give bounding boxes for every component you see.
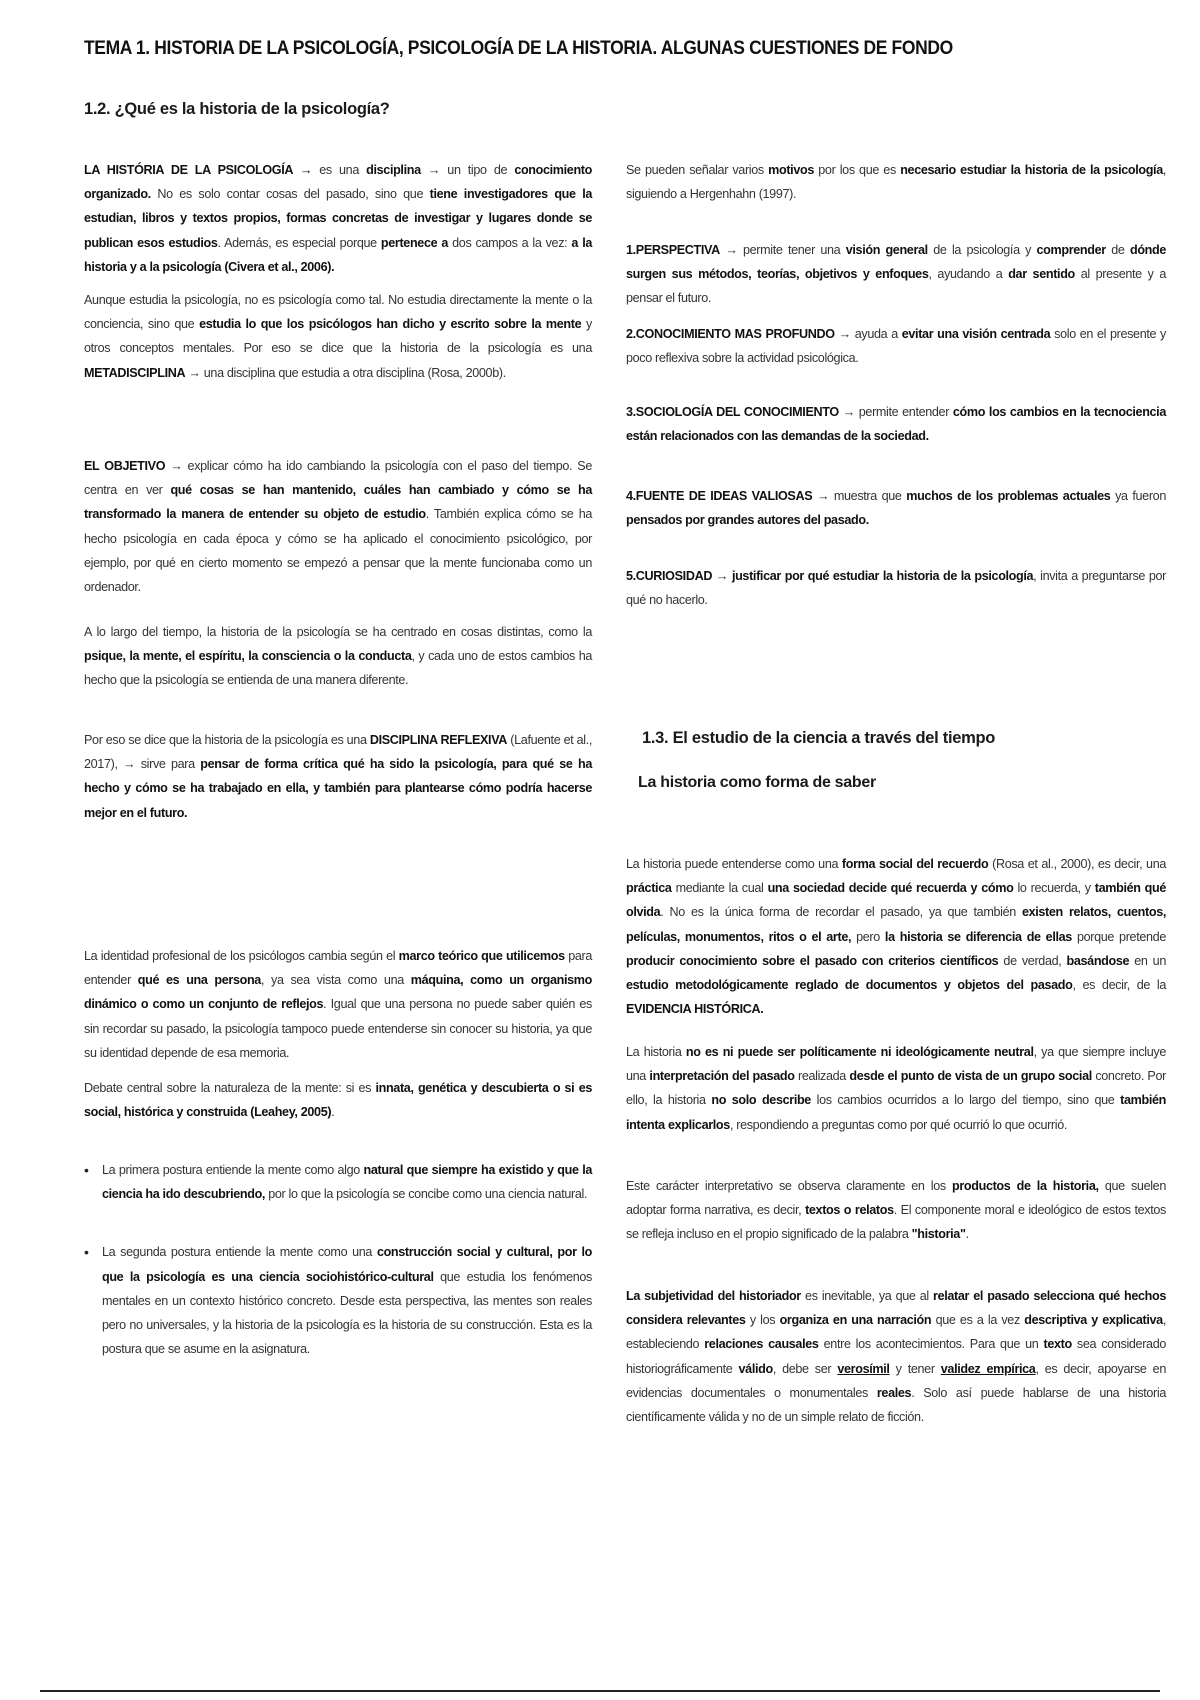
text: , siguiendo a Hergenhahn (1997).	[626, 163, 1167, 202]
text: , es decir, apoyarse en evidencias documentales o monumentales	[626, 1361, 1166, 1400]
text-bold: estudio metodológicamente reglado de documentos y objetos del pasado	[626, 978, 1073, 993]
text: . Igual que una persona no puede saber quién es sin recordar su pasado, la psicología tampoco puede entenderse sin conocer su historia, ya que su identidad depende de esa memoria.	[84, 997, 592, 1060]
text-bold: psique, la mente, el espíritu, la consciencia o la conducta	[84, 649, 412, 664]
text: Este carácter interpretativo se observa claramente en los	[626, 1179, 953, 1193]
text: . Además, es especial porque	[217, 235, 381, 250]
reason-2-conocimiento	[626, 322, 1166, 370]
text-bold: motivos	[768, 163, 814, 177]
text: dos campos a la vez:	[448, 235, 572, 250]
text-bold: no solo describe	[711, 1093, 811, 1108]
text: La historia	[626, 1045, 686, 1059]
text: No es solo contar cosas del pasado, sino que	[150, 187, 430, 202]
text-bold: textos o relatos	[805, 1203, 894, 1218]
text: La primera postura entiende la mente como algo	[102, 1163, 364, 1177]
text-bold: 2.CONOCIMIENTO MAS PROFUNDO	[626, 327, 835, 341]
subsection-heading: La historia como forma de saber	[638, 774, 876, 791]
text: . También explica cómo se ha hecho psicología en cada época y cómo se ha aplicado el conocimiento psicológico, por ejemplo, por qué en cierto momento se empezó a pensar que la mente funcionaba como un ordenador.	[84, 507, 593, 595]
text: , y cada uno de estos cambios ha hecho que la psicología se entienda de una manera diferente.	[84, 649, 592, 688]
text: y tener	[889, 1361, 941, 1376]
text-bold: relatar el pasado selecciona qué hechos considera relevantes	[626, 1289, 1166, 1328]
text: , ayudando a	[928, 267, 1009, 282]
text-bold: natural que siempre ha existido y que la ciencia ha ido descubriendo,	[102, 1163, 592, 1202]
text: de verdad,	[998, 953, 1067, 968]
text: A lo largo del tiempo, la historia de la psicología se ha centrado en cosas distintas, como la	[84, 625, 592, 639]
list-item-posture-1	[84, 1158, 592, 1206]
text: → permite tener una	[719, 243, 846, 257]
text-bold: 3.SOCIOLOGÍA DEL CONOCIMIENTO	[626, 405, 839, 419]
text: Aunque estudia la psicología, no es psicología como tal. No estudia directamente la mente o la conciencia, sino que	[84, 293, 592, 332]
right-paragraph-intro	[626, 158, 1166, 206]
text-bold: LA HISTÓRIA DE LA PSICOLOGÍA →	[84, 163, 320, 177]
text: , estableciendo	[626, 1313, 1166, 1352]
text-bold: La subjetividad del historiador	[626, 1289, 801, 1303]
text-bold: muchos de los problemas actuales	[906, 489, 1111, 503]
text: que es a la vez	[931, 1313, 1025, 1328]
text-bold: forma social del recuerdo	[841, 857, 989, 871]
text-bold: pensar de forma crítica qué ha sido la psicología, para qué se ha hecho y cómo se ha trabajado en ella, y también para plantearse cómo podría hacerse mejor en el futuro.	[84, 757, 592, 820]
text: , ya sea vista como una	[260, 973, 411, 988]
right-paragraph-3	[626, 1040, 1166, 1137]
text: lo recuerda, y	[1013, 881, 1095, 896]
bottom-divider	[40, 1690, 1160, 1692]
text-bold: estudia lo que los psicólogos han dicho y escrito sobre la mente	[199, 317, 582, 332]
text-bold: qué cosas se han mantenido, cuáles han cambiado y cómo se ha transformado la manera de entender su objeto de estudio	[84, 483, 592, 522]
text: La segunda postura entiende la mente como una	[102, 1245, 377, 1260]
text: mediante la cual	[671, 881, 768, 896]
text-bold: marco teórico que utilicemos	[398, 949, 565, 963]
text-bold: EL OBJETIVO	[84, 459, 166, 473]
text-bold: desde el punto de vista de un grupo social	[849, 1069, 1092, 1084]
text: al presente y a pensar el futuro.	[626, 267, 1166, 306]
text: → permite entender	[838, 405, 953, 419]
text: . No es la única forma de recordar el pasado, ya que también	[660, 905, 1022, 920]
reason-4-fuente	[626, 484, 1166, 532]
left-paragraph-6	[84, 944, 592, 1065]
text: sea considerado historiográficamente	[626, 1337, 1167, 1376]
text: . Solo así puede hablarse de una historia científicamente válida y no de un simple relato de ficción.	[626, 1385, 1166, 1425]
reason-1-perspectiva	[626, 238, 1166, 311]
text-bold: descriptiva y explicativa	[1024, 1313, 1163, 1328]
text-bold: pensados por grandes autores del pasado.	[626, 513, 869, 528]
text: que estudia los fenómenos mentales en un contexto histórico concreto. Desde esta perspectiva, las mentes son reales pero no universales, y la historia de la psicología es la historia de su construcción. Esta es la postura que se asume en la asignatura.	[102, 1269, 592, 1357]
text: es inevitable, ya que al	[800, 1289, 934, 1303]
text: de la psicología y	[927, 243, 1037, 257]
text: Por eso se dice que la historia de la psicología es una	[84, 733, 370, 747]
text: .	[331, 1105, 335, 1120]
text: Se pueden señalar varios	[626, 163, 769, 177]
text-bold: EVIDENCIA HISTÓRICA.	[626, 1002, 764, 1017]
text: realizada	[794, 1069, 850, 1084]
text: , es decir, de la	[1072, 978, 1166, 993]
text: por los que es	[813, 163, 901, 177]
left-paragraph-4	[84, 620, 592, 693]
text: porque pretende	[1071, 929, 1166, 944]
document-title: TEMA 1. HISTORIA DE LA PSICOLOGÍA, PSICOLOGÍA DE LA HISTORIA. ALGUNAS CUESTIONES DE FONDO	[84, 38, 953, 59]
text: , invita a preguntarse por qué no hacerlo.	[626, 569, 1166, 608]
left-paragraph-7	[84, 1076, 592, 1124]
text-bold: disciplina	[366, 163, 421, 177]
text: , ya que siempre incluye una	[626, 1045, 1167, 1084]
text: → ayuda a	[834, 327, 902, 341]
text-bold: reales	[876, 1385, 912, 1400]
text-bold: interpretación del pasado	[649, 1069, 795, 1084]
text: de	[1105, 243, 1130, 257]
list-item-posture-2	[84, 1240, 592, 1361]
left-paragraph-2	[84, 288, 592, 385]
section-heading-1-3: 1.3. El estudio de la ciencia a través del tiempo	[642, 729, 996, 747]
text-bold: METADISCIPLINA	[84, 365, 186, 380]
text-bold: construcción social y cultural, por lo que la psicología es una ciencia sociohistórico-cultural	[102, 1245, 592, 1284]
text-bold: "historia"	[911, 1227, 966, 1242]
text-bold: una sociedad decide qué recuerda y cómo	[767, 881, 1014, 896]
left-paragraph-3	[84, 454, 592, 599]
reason-3-sociologia	[626, 400, 1166, 448]
text: por lo que la psicología se concibe como una ciencia natural.	[265, 1187, 588, 1202]
text-bold: la historia se diferencia de ellas	[884, 929, 1072, 944]
text: solo en el presente y poco reflexiva sobre la actividad psicológica.	[626, 327, 1166, 366]
text-bold: DISCIPLINA REFLEXIVA	[369, 733, 508, 747]
text-bold-underlined: validez empírica	[940, 1361, 1036, 1376]
text: (Lafuente et al., 2017), → sirve para	[84, 733, 593, 772]
text-bold: necesario estudiar la historia de la psicología	[900, 163, 1163, 177]
text: →	[712, 569, 732, 583]
right-paragraph-2	[626, 852, 1166, 1021]
text: Debate central sobre la naturaleza de la mente: si es	[84, 1081, 376, 1095]
text-bold: máquina, como un organismo dinámico o como un conjunto de reflejos	[84, 973, 592, 1012]
text-bold: no es ni puede ser políticamente ni ideológicamente neutral	[685, 1045, 1034, 1059]
text-bold: justificar por qué estudiar la historia de la psicología	[731, 569, 1034, 583]
text-bold: organiza en una narración	[779, 1313, 932, 1328]
text: que suelen adoptar forma narrativa, es decir,	[626, 1179, 1166, 1218]
text: , respondiendo a preguntas como por qué ocurrió lo que ocurrió.	[729, 1117, 1068, 1132]
left-paragraph-5	[84, 728, 592, 825]
text: → muestra que	[812, 489, 907, 503]
text-bold: cómo los cambios en la tecnociencia están relacionados con las demandas de la sociedad.	[626, 405, 1166, 444]
text-bold: también qué olvida	[626, 881, 1166, 920]
text-bold: productos de la historia,	[952, 1179, 1099, 1193]
text-bold: 4.FUENTE DE IDEAS VALIOSAS	[626, 489, 813, 503]
text: → una disciplina que estudia a otra disciplina (Rosa, 2000b).	[185, 365, 506, 380]
text: concreto. Por ello, la historia	[626, 1069, 1166, 1108]
text-bold: relaciones causales	[704, 1337, 819, 1352]
text-bold: evitar una visión centrada	[901, 327, 1051, 341]
text: , debe ser	[772, 1361, 838, 1376]
reason-5-curiosidad	[626, 564, 1166, 612]
text-bold: basándose	[1066, 953, 1130, 968]
text-bold: visión general	[845, 243, 928, 257]
right-paragraph-4	[626, 1174, 1166, 1247]
text-bold: dar sentido	[1008, 267, 1075, 282]
text-bold: a la historia y a la psicología (Civera et al., 2006).	[84, 235, 592, 274]
text: los cambios ocurridos a lo largo del tiempo, sino que	[810, 1093, 1121, 1108]
right-paragraph-5	[626, 1284, 1166, 1429]
text-bold: comprender	[1036, 243, 1106, 257]
text-bold: innata, genética y descubierta o si es social, histórica y construida (Leahey, 2005)	[84, 1081, 592, 1120]
left-paragraph-1	[84, 158, 592, 279]
text: entre los acontecimientos. Para que un	[818, 1337, 1044, 1352]
text: → un tipo de	[420, 163, 515, 177]
text-bold: qué es una persona	[137, 973, 261, 988]
text-bold: 1.PERSPECTIVA	[626, 243, 720, 257]
text: y otros conceptos mentales. Por eso se dice que la historia de la psicología es una	[84, 317, 592, 356]
section-heading-1-2: 1.2. ¿Qué es la historia de la psicología?	[84, 100, 390, 118]
text: pero	[851, 929, 885, 944]
text-bold: 5.CURIOSIDAD	[626, 569, 713, 583]
text-bold: también intenta explicarlos	[626, 1093, 1166, 1132]
text: y los	[745, 1313, 780, 1328]
text: La historia puede entenderse como una	[626, 857, 842, 871]
text: en un	[1129, 953, 1166, 968]
text-bold: pertenece a	[380, 235, 449, 250]
text-bold: conocimiento organizado.	[84, 163, 592, 202]
text-bold: dónde surgen sus métodos, teorías, objetivos y enfoques	[626, 243, 1167, 282]
text-bold: práctica	[626, 881, 672, 896]
text: es una	[319, 163, 367, 177]
text: ya fueron	[1110, 489, 1166, 503]
text: .	[965, 1227, 969, 1242]
text: La identidad profesional de los psicólogos cambia según el	[84, 949, 399, 963]
text-bold-underlined: verosímil	[837, 1361, 890, 1376]
text: → explicar cómo ha ido cambiando la psicología con el paso del tiempo. Se centra en ver	[84, 459, 592, 498]
text: para entender	[84, 949, 592, 988]
text-bold: válido	[738, 1361, 773, 1376]
text-bold: tiene investigadores que la estudian, libros y textos propios, formas concretas de investigar y lugares donde se publican esos estudios	[84, 187, 592, 250]
text-bold: existen relatos, cuentos, películas, monumentos, ritos o el arte,	[626, 905, 1166, 944]
text-bold: producir conocimiento sobre el pasado con criterios científicos	[626, 953, 999, 968]
text-bold: texto	[1043, 1337, 1072, 1352]
text: . El componente moral e ideológico de estos textos se refleja incluso en el propio significado de la palabra	[626, 1203, 1166, 1242]
text: (Rosa et al., 2000), es decir, una	[988, 857, 1167, 871]
postures-list	[84, 1158, 592, 1361]
